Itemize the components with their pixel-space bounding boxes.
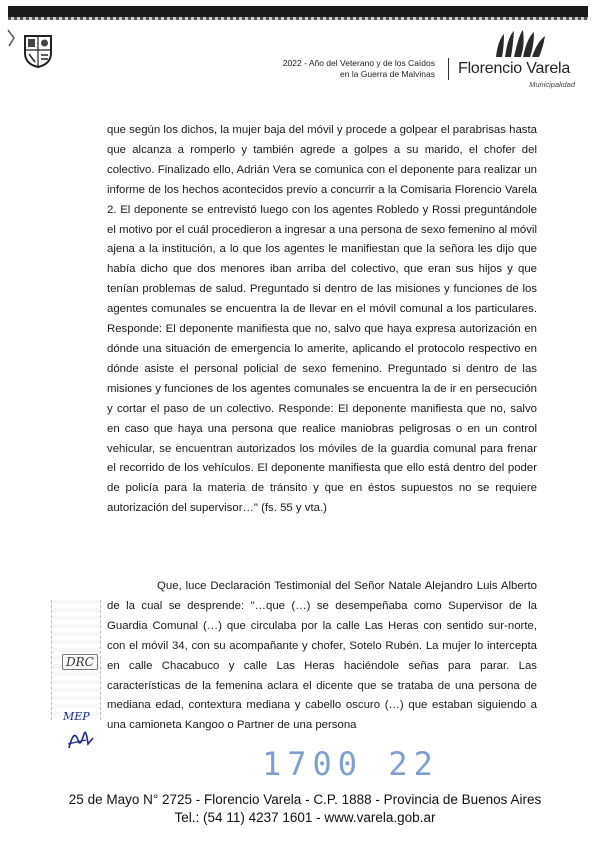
header-motto-line1: 2022 - Año del Veterano y de los Caídos xyxy=(282,58,435,68)
body-paragraph-2 xyxy=(107,577,537,736)
brand-subtitle: Municipalidad xyxy=(529,80,575,89)
top-scan-border xyxy=(8,6,588,17)
municipal-shield-icon xyxy=(22,33,54,69)
body-paragraph-1 xyxy=(107,121,537,519)
margin-note-initials: DRC xyxy=(62,654,98,670)
margin-note-initials-2: MEP xyxy=(63,710,90,723)
header-motto-line2: en la Guerra de Malvinas xyxy=(340,69,435,79)
paragraph-text: que según los dichos, la mujer baja del móvil y procede a golpear el parabrisas hasta que alcanza a romperlo y también agrede a golpes a su marido, el chofer del colectivo. Finalizado ello, Adrián Vera se comunica con el deponente para realizar un informe de los hechos acontecidos previo a concurrir a la Comisaria Florencio Varela 2. El deponente se entrevistó luego con los agentes Robledo y Rossi preguntándole el motivo por el cuál procedieron a ingresar a una persona de sexo femenino al móvil ajena a la institución, a lo que los agentes le manifiestan que la señora les dijo que había dicho que dos menores iban arriba del colectivo, que eran sus hijos y que tenían problemas de salud. Preguntado si dentro de las misiones y funciones de los agentes comunales se encuentra la de llevar en el móvil comunal a los particulares. Responde: El deponente manifiesta que no, salvo que haya expresa autorización en dónde una situación de emergencia lo amerite, aplicando el protocolo respectivo en dónde asiste el personal policial de sexo femenino. Preguntado si dentro de las misiones y funciones de los agentes comunales se encuentra la de ir en persecución y cortar el paso de un colectivo. Responde: El deponente manifiesta que no, salvo en caso que haya una persona que realice maniobras peligrosas o en un control vehicular, se encuentran autorizados los móviles de la guardia comunal para frenar el recorrido de los vehículos. El deponente manifiesta que ello está dentro del poder de policía para la materia de tránsito y que en éstos supuestos no se requiere autorización del supervisor…" (fs. 55 y vta.) xyxy=(107,124,537,515)
brand-name: Florencio Varela xyxy=(458,60,571,77)
header-divider xyxy=(448,58,449,80)
footer-address: 25 de Mayo N° 2725 - Florencio Varela - C.P. 1888 - Provincia de Buenos Aires xyxy=(68,792,542,807)
paragraph-text: Que, luce Declaración Testimonial del Señor Natale Alejandro Luis Alberto de la cual se desprende: "…que (…) se desempeñaba como Supervisor de la Guardia Comunal (…) que circulaba por la calle Las Heras con sentido sur-norte, con el móvil 34, con su acompañante y chofer, Sotelo Rubén. La mujer lo intercepta en calle Chacabuco y calle Las Heras haciéndole señas para parar. Las características de la femenina aclara el dicente que se trataba de una persona de mediana edad, contextura mediana y cabello oscuro (…) que estaban siguiendo a una camioneta Kangoo o Partner de una persona xyxy=(107,580,537,732)
folio-stamp-number: 1700 22 xyxy=(262,745,439,783)
staple-mark-icon xyxy=(6,28,16,48)
header-motto xyxy=(250,58,435,80)
footer-contact: Tel.: (54 11) 4237 1601 - www.varela.gob.ar xyxy=(174,810,436,825)
signature-icon xyxy=(66,726,96,752)
florencio-varela-logo-icon xyxy=(492,30,550,58)
